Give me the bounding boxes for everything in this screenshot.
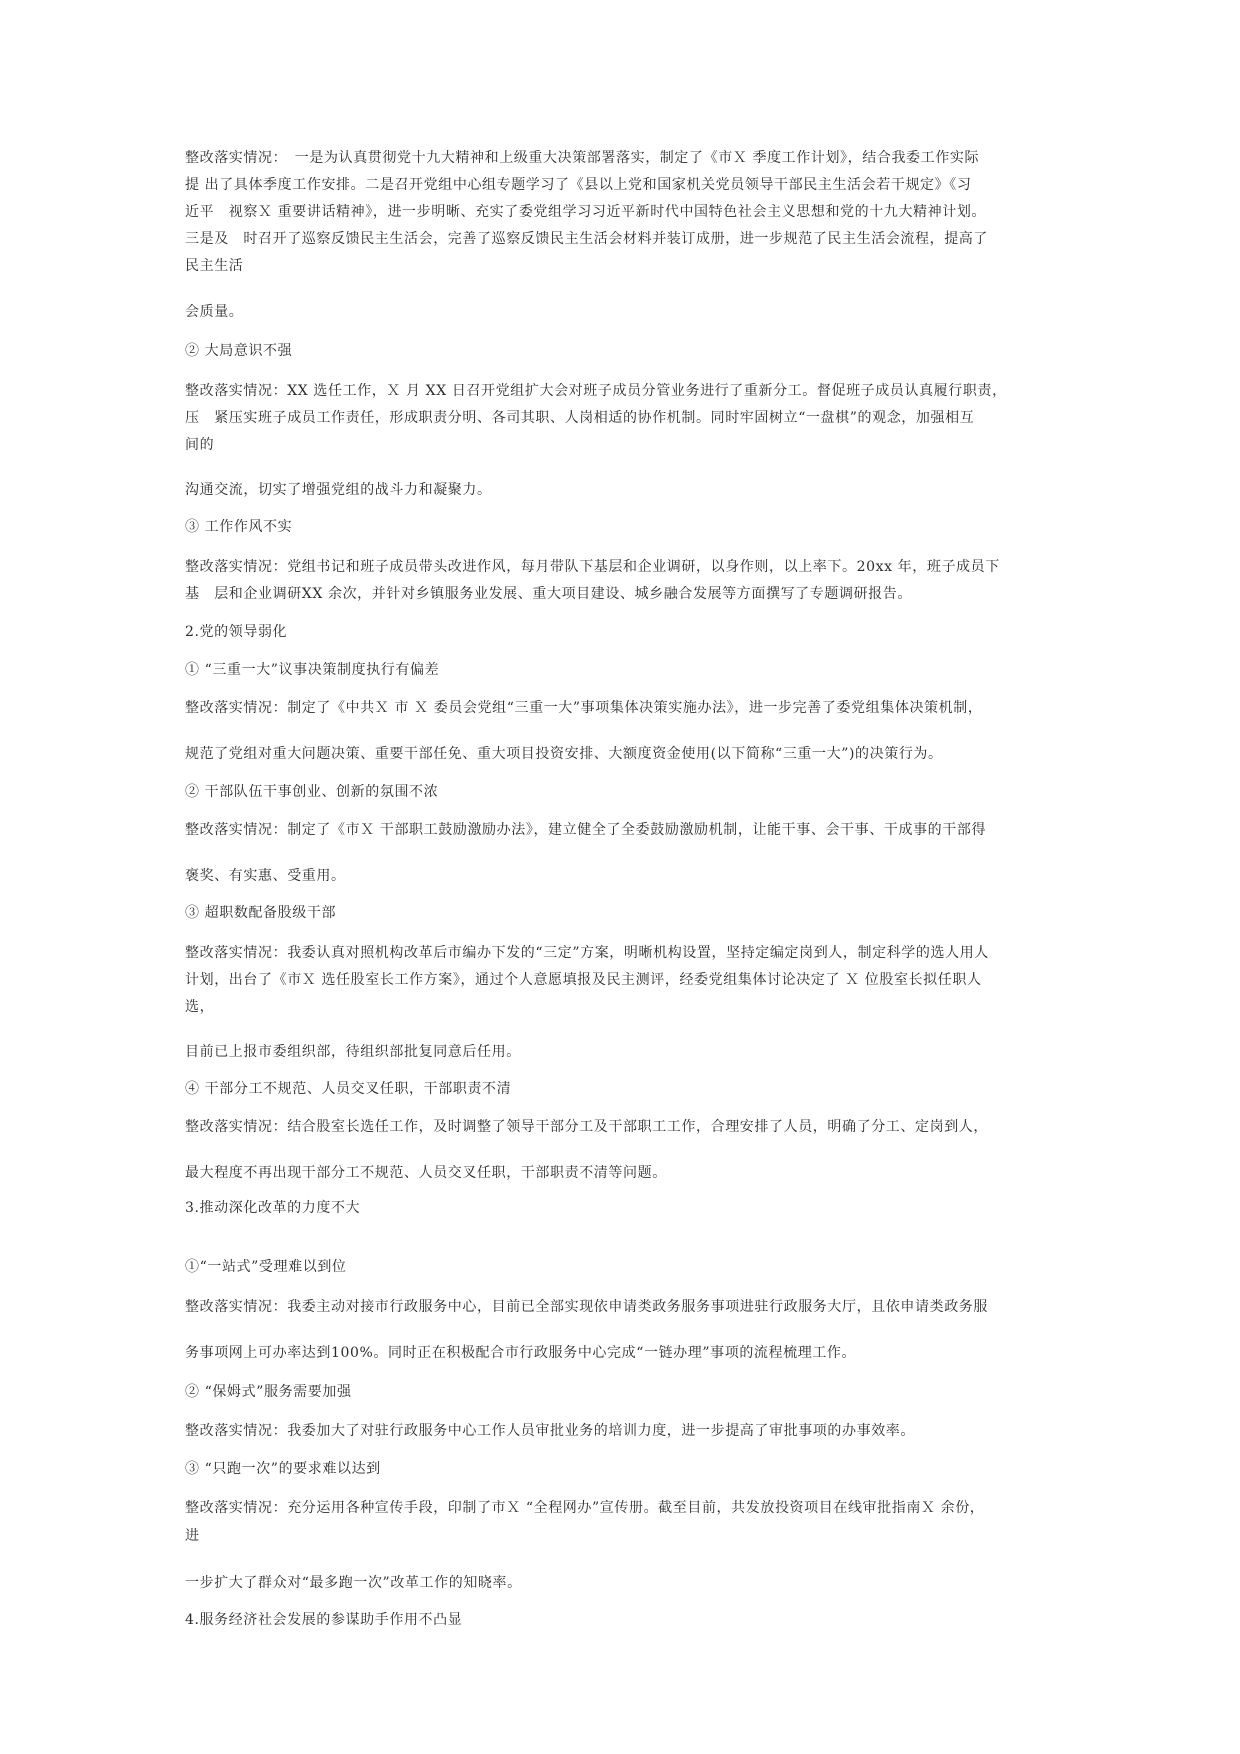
text-line: 提 出了具体季度工作安排。二是召开党组中心组专题学习了《县以上党和国家机关党员领导干部民主生活会若干规定》《习 [185,177,972,193]
text-line: 间的 [185,437,215,453]
subheading: ② 大局意识不强 [185,343,293,359]
text-line: 整改落实情况：结合股室长选任工作，及时调整了领导干部分工及干部职工工作，合理安排了人员，明确了分工、定岗到人， [185,1119,988,1135]
subheading: ③ “只跑一次”的要求难以达到 [185,1461,381,1477]
subheading: ① “三重一大”议事决策制度执行有偏差 [185,662,440,678]
subheading: ④ 干部分工不规范、人员交叉任职，干部职责不清 [185,1081,512,1097]
text-line: 沟通交流，切实了增强党组的战斗力和凝聚力。 [185,482,492,498]
subheading: ② 干部队伍干事创业、创新的氛围不浓 [185,784,439,800]
text-line: 会质量。 [185,304,244,320]
text-line: 近平 视察Ｘ 重要讲话精神》，进一步明晰、充实了委党组学习习近平新时代中国特色社会主义思想和党的十九大精神计划。 [185,204,987,220]
text-line: 计划，出台了《市Ｘ 选任股室长工作方案》，通过个人意愿填报及民主测评，经委党组集体讨论决定了 Ｘ 位股室长拟任职人 [185,972,982,988]
text-line: 三是及 时召开了巡察反馈民主生活会，完善了巡察反馈民主生活会材料并装订成册，进一步规范了民主生活会流程，提高了 [185,231,988,247]
text-line: 整改落实情况：我委加大了对驻行政服务中心工作人员审批业务的培训力度，进一步提高了审批事项的办事效率。 [185,1423,915,1439]
text-line: 务事项网上可办率达到100%。同时正在积极配合市行政服务中心完成“一链办理”事项的流程梳理工作。 [185,1345,857,1361]
text-line: 褒奖、有实惠、受重用。 [185,868,346,884]
text-line: 整改落实情况：充分运用各种宣传手段，印制了市Ｘ “全程网办”宣传册。截至目前，共发放投资项目在线审批指南Ｘ 余份， [185,1500,985,1516]
section-heading: 3.推动深化改革的力度不大 [185,1200,361,1216]
text-line: 最大程度不再出现干部分工不规范、人员交叉任职，干部职责不清等问题。 [185,1165,667,1181]
subheading: ② “保姆式”服务需要加强 [185,1384,352,1400]
subheading: ③ 工作作风不实 [185,519,293,535]
text-line: 一步扩大了群众对“最多跑一次”改革工作的知晓率。 [185,1575,522,1591]
section-heading: 4.服务经济社会发展的参谋助手作用不凸显 [185,1612,463,1628]
text-line: 整改落实情况： 一是为认真贯彻党十九大精神和上级重大决策部署落实，制定了《市Ｘ 季度工作计划》，结合我委工作实际 [185,150,980,166]
subheading: ①“一站式”受理难以到位 [185,1259,347,1275]
subheading: ③ 超职数配备股级干部 [185,905,337,921]
text-line: 规范了党组对重大问题决策、重要干部任免、重大项目投资安排、大额度资金使用(以下简称“三重一大”)的决策行为。 [185,746,943,762]
text-line: 压 紧压实班子成员工作责任，形成职责分明、各司其职、人岗相适的协作机制。同时牢固树立“一盘棋”的观念，加强相互 [185,410,975,426]
text-line: 整改落实情况：制定了《中共Ｘ 市 Ｘ 委员会党组“三重一大”事项集体决策实施办法》，进一步完善了委党组集体决策机制， [185,700,983,716]
text-line: 选， [185,999,215,1015]
text-line: 民主生活 [185,258,244,274]
text-line: 目前已上报市委组织部，待组织部批复同意后任用。 [185,1044,521,1060]
text-line: 整改落实情况：我委主动对接市行政服务中心，目前已全部实现依申请类政务服务事项进驻行政服务大厅，且依申请类政务服 [185,1299,988,1315]
section-heading: 2.党的领导弱化 [185,624,288,640]
text-line: 整改落实情况：制定了《市Ｘ 干部职工鼓励激励办法》，建立健全了全委鼓励激励机制，让能干事、会干事、干成事的干部得 [185,822,987,838]
text-line: 整改落实情况：我委认真对照机构改革后市编办下发的“三定”方案，明晰机构设置，坚持定编定岗到人，制定科学的选人用人 [185,945,989,961]
text-line: 进 [185,1528,200,1544]
text-line: 整改落实情况：党组书记和班子成员带头改进作风，每月带队下基层和企业调研，以身作则，以上率下。20xx 年，班子成员下 [185,559,1000,575]
text-line: 整改落实情况：XX 选任工作，Ｘ 月 XX 日召开党组扩大会对班子成员分管业务进行了重新分工。督促班子成员认真履行职责， [185,383,1007,399]
text-line: 基 层和企业调研XX 余次，并针对乡镇服务业发展、重大项目建设、城乡融合发展等方面撰写了专题调研报告。 [185,586,912,602]
